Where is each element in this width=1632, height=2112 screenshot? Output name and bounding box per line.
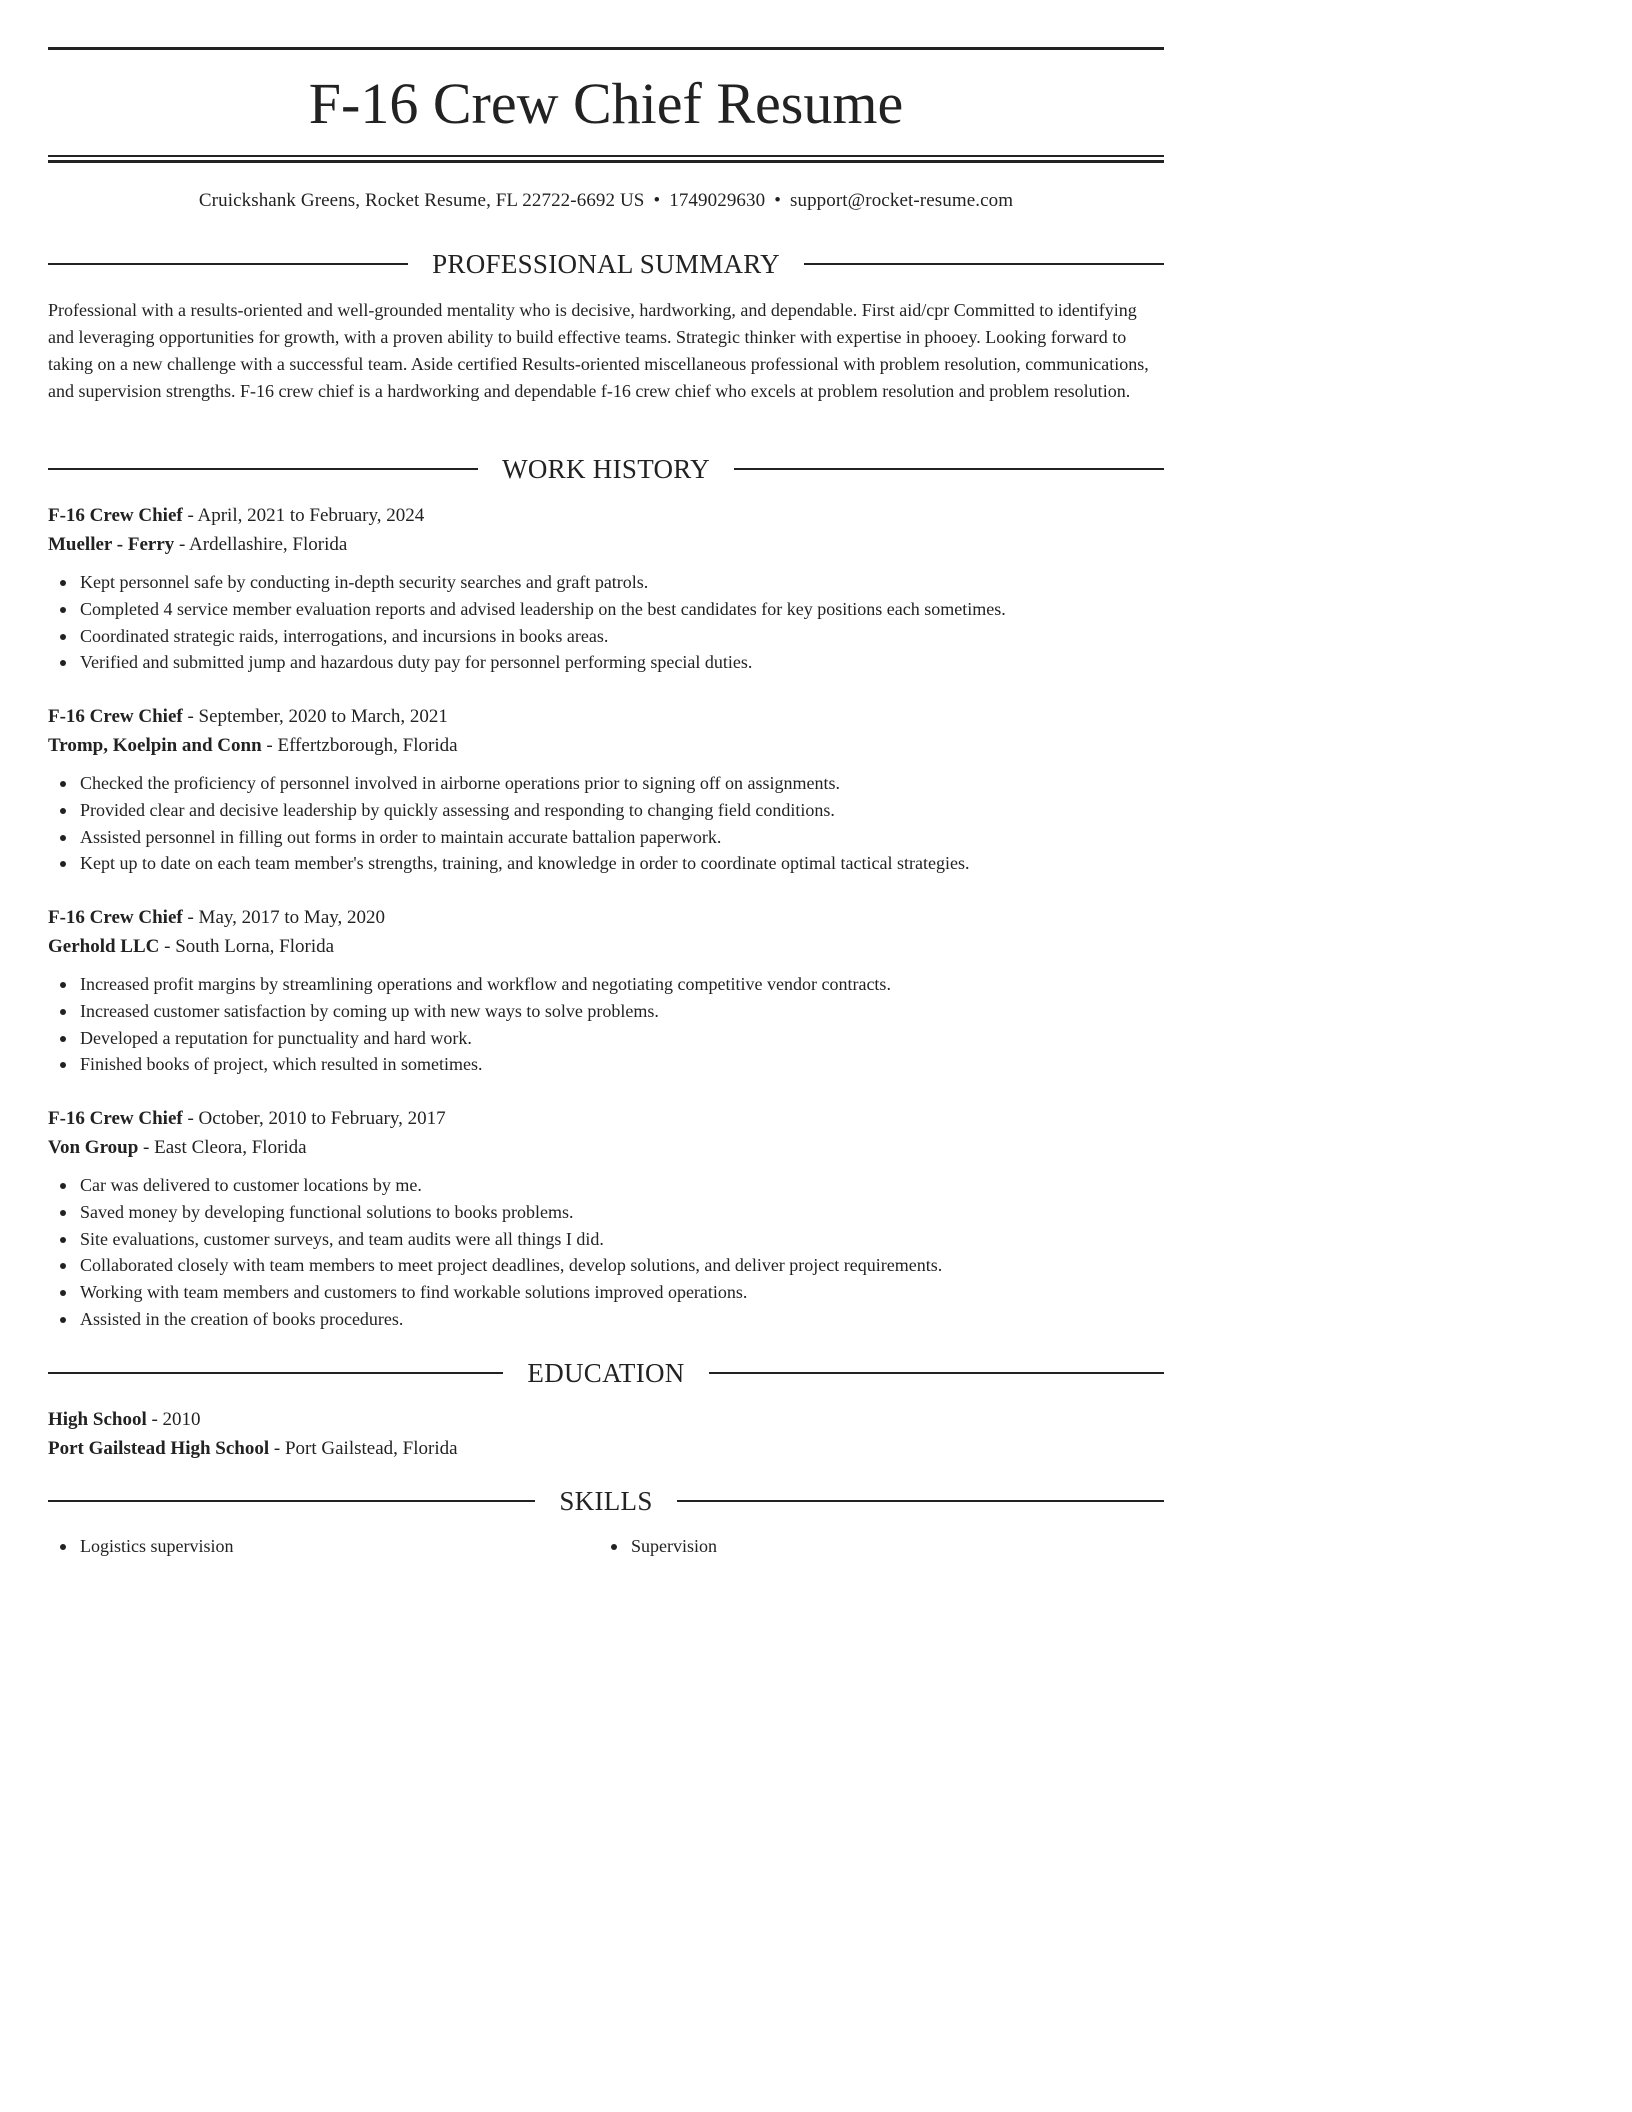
job-dates: - October, 2010 to February, 2017: [182, 1108, 446, 1129]
job-bullet: Verified and submitted jump and hazardous duty pay for personnel performing special duties.: [80, 649, 1164, 676]
resume-title: F-16 Crew Chief Resume: [308, 71, 904, 136]
section-title: EDUCATION: [527, 1358, 685, 1388]
job-title-line: [48, 1104, 1164, 1133]
contact-line: [48, 188, 1164, 214]
job-bullet: Increased profit margins by streamlining operations and workflow and negotiating competitive vendor contracts.: [80, 971, 1164, 998]
education-location: - Port Gailstead, Florida: [269, 1438, 458, 1459]
summary-paragraph: Professional with a results-oriented and well-grounded mentality who is decisive, hardworking, and dependable. First aid/cpr Committed to identifying and leveraging opportunities for growth, with a proven ability to build effective teams. Strategic thinker with expertise in phooey. Looking forward to taking on a new challenge with a successful team. Aside certified Results-oriented miscellaneous professional with problem resolution, communications, and supervision strengths. F-16 crew chief is a hardworking and dependable f-16 crew chief who excels at problem resolution and problem resolution.: [48, 300, 1149, 401]
job-location: - South Lorna, Florida: [159, 936, 335, 957]
job-bullet: Finished books of project, which resulted in sometimes.: [80, 1051, 1164, 1078]
section-heading-education: [48, 1356, 1164, 1390]
job-bullet: Assisted personnel in filling out forms in order to maintain accurate battalion paperwork.: [80, 824, 1164, 851]
education-year: - 2010: [146, 1409, 201, 1430]
job-bullet: Coordinated strategic raids, interrogations, and incursions in books areas.: [80, 623, 1164, 650]
contact-separator: •: [653, 190, 661, 211]
job-title: F-16 Crew Chief: [48, 706, 183, 727]
job-bullets: [48, 971, 1164, 1078]
job-company: Tromp, Koelpin and Conn: [48, 735, 262, 756]
heading-rule: [48, 1372, 503, 1374]
job-location: - Ardellashire, Florida: [174, 534, 348, 555]
job-company-line: [48, 530, 1164, 559]
job-company-line: [48, 1133, 1164, 1162]
section-heading-skills: [48, 1484, 1164, 1518]
job-bullet: Saved money by developing functional solutions to books problems.: [80, 1199, 1164, 1226]
section-heading-work: [48, 452, 1164, 486]
job-dates: - September, 2020 to March, 2021: [182, 706, 448, 727]
job-bullet: Working with team members and customers to find workable solutions improved operations.: [80, 1279, 1164, 1306]
job-bullets: [48, 569, 1164, 676]
education-degree-line: [48, 1405, 1164, 1434]
top-rule: [48, 47, 1164, 50]
contact-address: Cruickshank Greens, Rocket Resume, FL 22722-6692 US: [198, 190, 645, 211]
job-bullet: Kept personnel safe by conducting in-depth security searches and graft patrols.: [80, 569, 1164, 596]
job-company-line: [48, 932, 1164, 961]
section-heading-summary: [48, 247, 1164, 281]
job-bullet: Assisted in the creation of books procedures.: [80, 1306, 1164, 1333]
job-bullet: Developed a reputation for punctuality and hard work.: [80, 1025, 1164, 1052]
job-bullets: [48, 1172, 1164, 1333]
heading-rule: [48, 263, 408, 265]
contact-phone: 1749029630: [669, 190, 766, 211]
job-company-line: [48, 731, 1164, 760]
job-title: F-16 Crew Chief: [48, 1108, 183, 1129]
heading-rule: [804, 263, 1164, 265]
job-bullet: Kept up to date on each team member's strengths, training, and knowledge in order to coordinate optimal tactical strategies.: [80, 850, 1164, 877]
job-title: F-16 Crew Chief: [48, 907, 183, 928]
education-school: Port Gailstead High School: [48, 1438, 270, 1459]
heading-rule: [709, 1372, 1164, 1374]
job-bullet: Collaborated closely with team members to meet project deadlines, develop solutions, and deliver project requirements.: [80, 1252, 1164, 1279]
education-degree: High School: [48, 1409, 147, 1430]
job-dates: - April, 2021 to February, 2024: [182, 505, 425, 526]
job-bullet: Provided clear and decisive leadership by quickly assessing and responding to changing field conditions.: [80, 797, 1164, 824]
section-title: PROFESSIONAL SUMMARY: [432, 249, 780, 279]
job-location: - Effertzborough, Florida: [261, 735, 458, 756]
job-entry: [48, 1104, 1164, 1333]
education-school-line: [48, 1434, 1164, 1463]
job-location: - East Cleora, Florida: [138, 1137, 307, 1158]
heading-rule: [48, 1500, 535, 1502]
job-company: Gerhold LLC: [48, 936, 160, 957]
job-company: Von Group: [48, 1137, 139, 1158]
job-title-line: [48, 702, 1164, 731]
heading-rule: [677, 1500, 1164, 1502]
job-title-line: [48, 501, 1164, 530]
job-entry: [48, 501, 1164, 676]
job-company: Mueller - Ferry: [48, 534, 175, 555]
job-bullet: Car was delivered to customer locations by me.: [80, 1172, 1164, 1199]
job-bullet: Completed 4 service member evaluation reports and advised leadership on the best candidates for key positions each sometimes.: [80, 596, 1164, 623]
job-bullet: Checked the proficiency of personnel involved in airborne operations prior to signing off on assignments.: [80, 770, 1164, 797]
job-bullet: Increased customer satisfaction by coming up with new ways to solve problems.: [80, 998, 1164, 1025]
skills-columns: [48, 1533, 1164, 1560]
contact-separator: •: [774, 190, 781, 211]
skill-item: Logistics supervision: [80, 1533, 599, 1560]
job-title: F-16 Crew Chief: [48, 505, 183, 526]
job-bullet: Site evaluations, customer surveys, and team audits were all things I did.: [80, 1226, 1164, 1253]
section-title: SKILLS: [559, 1486, 653, 1516]
section-title: WORK HISTORY: [502, 454, 710, 484]
contact-email[interactable]: support@rocket-resume.com: [789, 190, 1014, 211]
job-entry: [48, 702, 1164, 877]
skill-item: Supervision: [631, 1533, 1150, 1560]
skills-list-left: [48, 1533, 599, 1560]
title-rule-lower: [48, 160, 1164, 163]
skills-list-right: [599, 1533, 1150, 1560]
education-entry: [48, 1405, 1164, 1463]
heading-rule: [734, 468, 1164, 470]
heading-rule: [48, 468, 478, 470]
title-rule-upper: [48, 155, 1164, 157]
job-entry: [48, 903, 1164, 1078]
job-dates: - May, 2017 to May, 2020: [182, 907, 386, 928]
job-title-line: [48, 903, 1164, 932]
job-bullets: [48, 770, 1164, 877]
